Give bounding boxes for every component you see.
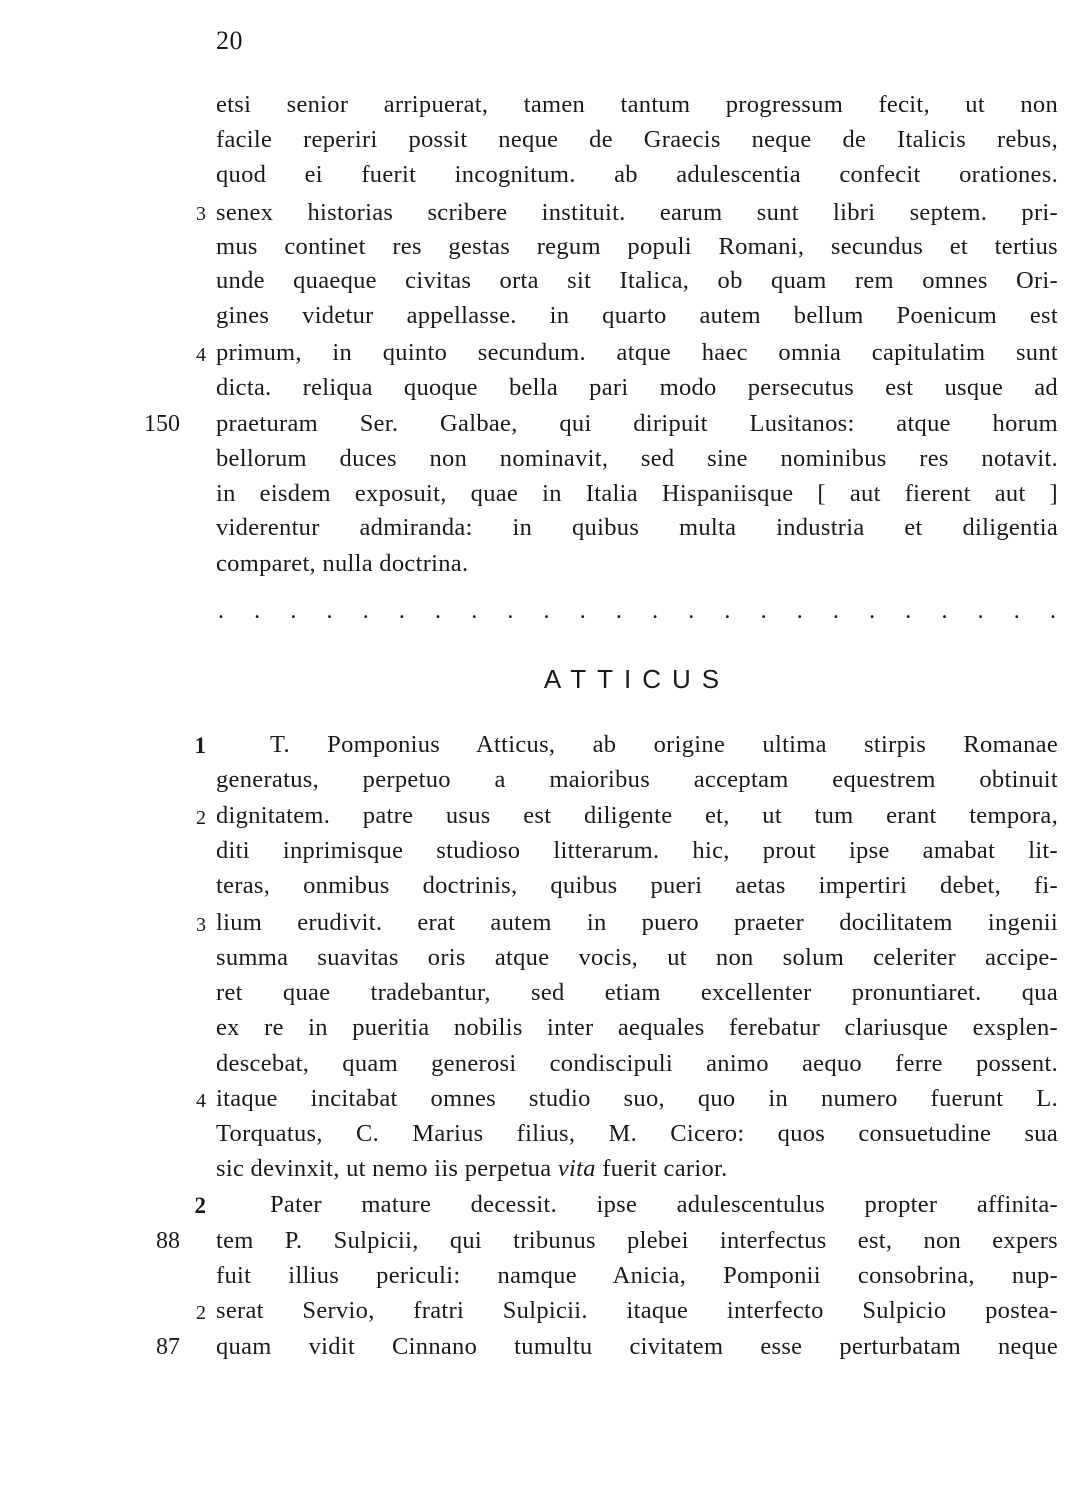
text-line: facile reperiri possit neque de Graecis neque de Italicis rebus, bbox=[216, 126, 1058, 153]
year-marker: 87 bbox=[156, 1334, 180, 1360]
section-number: 4 bbox=[196, 1090, 206, 1112]
text-line: ret quae tradebantur, sed etiam excellenter pronuntiaret. qua bbox=[216, 979, 1058, 1006]
text-line: quam vidit Cinnano tumultu civitatem esse perturbatam neque bbox=[216, 1333, 1058, 1360]
text-line: gines videtur appellasse. in quarto autem bellum Poenicum est bbox=[216, 302, 1058, 329]
text-line: ex re in pueritia nobilis inter aequales ferebatur clariusque exsplen- bbox=[216, 1014, 1058, 1041]
page-number: 20 bbox=[216, 26, 243, 55]
text-line: descebat, quam generosi condiscipuli animo aequo ferre possent. bbox=[216, 1050, 1058, 1077]
text-line: senex historias scribere instituit. earum sunt libri septem. pri- bbox=[216, 199, 1058, 226]
text-line: diti inprimisque studioso litterarum. hic, prout ipse amabat lit- bbox=[216, 837, 1058, 864]
year-marker: 88 bbox=[156, 1228, 180, 1254]
text-line: fuit illius periculi: namque Anicia, Pomponii consobrina, nup- bbox=[216, 1262, 1058, 1289]
text-line: quod ei fuerit incognitum. ab adulescentia confecit orationes. bbox=[216, 161, 1058, 188]
section-number: 2 bbox=[196, 807, 206, 829]
text-line: comparet, nulla doctrina. bbox=[216, 550, 469, 577]
section-number: 3 bbox=[196, 203, 206, 225]
chapter-number: 2 bbox=[194, 1193, 206, 1218]
text-line: unde quaeque civitas orta sit Italica, ob quam rem omnes Ori- bbox=[216, 267, 1058, 294]
text-line: serat Servio, fratri Sulpicii. itaque interfecto Sulpicio postea- bbox=[216, 1297, 1058, 1324]
text-line: sic devinxit, ut nemo iis perpetua vita fuerit carior. bbox=[216, 1155, 728, 1182]
text-line: primum, in quinto secundum. atque haec omnia capitulatim sunt bbox=[216, 339, 1058, 366]
text-line: dignitatem. patre usus est diligente et, ut tum erant tempora, bbox=[216, 802, 1058, 829]
text-line: mus continet res gestas regum populi Romani, secundus et tertius bbox=[216, 233, 1058, 260]
text-line: Pater mature decessit. ipse adulescentulus propter affinita- bbox=[270, 1191, 1058, 1218]
section-number: 4 bbox=[196, 344, 206, 366]
chapter-number: 1 bbox=[194, 733, 206, 758]
text-line: praeturam Ser. Galbae, qui diripuit Lusitanos: atque horum bbox=[216, 410, 1058, 437]
section-heading: ATTICUS bbox=[543, 664, 731, 694]
text-line: etsi senior arripuerat, tamen tantum progressum fecit, ut non bbox=[216, 91, 1058, 118]
text-line: lium erudivit. erat autem in puero praeter docilitatem ingenii bbox=[216, 909, 1058, 936]
text-line: teras, onmibus doctrinis, quibus pueri aetas impertiri debet, fi- bbox=[216, 872, 1058, 899]
text-line: summa suavitas oris atque vocis, ut non solum celeriter accipe- bbox=[216, 944, 1058, 971]
text-line: tem P. Sulpicii, qui tribunus plebei interfectus est, non expers bbox=[216, 1227, 1058, 1254]
text-line: itaque incitabat omnes studio suo, quo in numero fuerunt L. bbox=[216, 1085, 1058, 1112]
section-number: 3 bbox=[196, 914, 206, 936]
ellipsis-dots: . . . . . . . . . . . . . . . . . . . . . . . . bbox=[218, 598, 1056, 624]
text-line: bellorum duces non nominavit, sed sine nominibus res notavit. bbox=[216, 445, 1058, 472]
text-line: viderentur admiranda: in quibus multa industria et diligentia bbox=[216, 514, 1058, 541]
year-marker: 150 bbox=[144, 411, 180, 437]
text-line: Torquatus, C. Marius filius, M. Cicero: quos consuetudine sua bbox=[216, 1120, 1058, 1147]
text-line: in eisdem exposuit, quae in Italia Hispaniisque [ aut fierent aut ] bbox=[216, 480, 1058, 507]
text-line: generatus, perpetuo a maioribus acceptam equestrem obtinuit bbox=[216, 766, 1058, 793]
text-line: dicta. reliqua quoque bella pari modo persecutus est usque ad bbox=[216, 374, 1058, 401]
text-line: T. Pomponius Atticus, ab origine ultima stirpis Romanae bbox=[270, 731, 1058, 758]
section-number: 2 bbox=[196, 1302, 206, 1324]
